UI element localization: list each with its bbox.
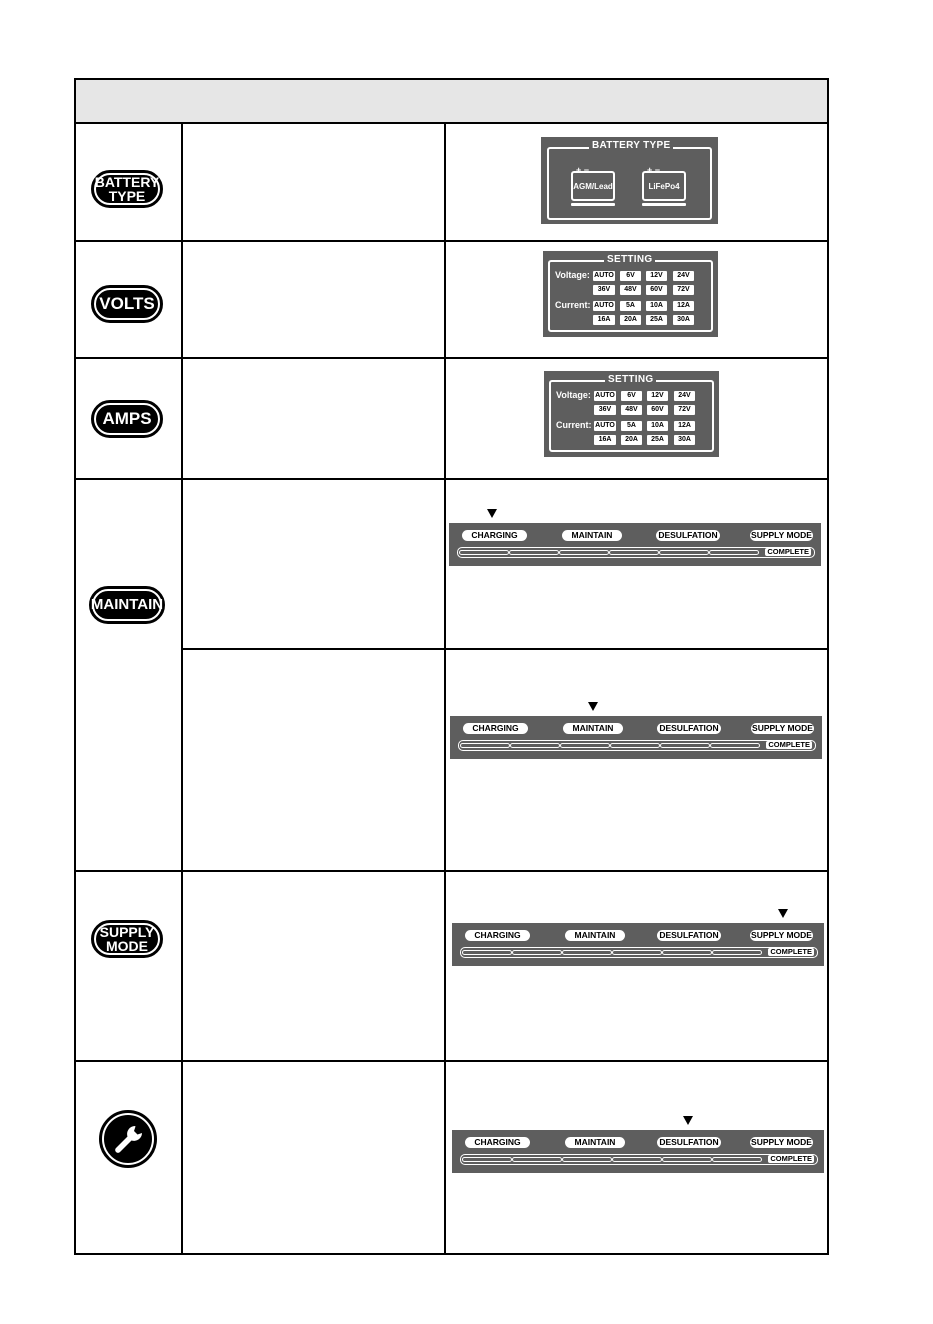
stage-supply-mode: SUPPLY MODE xyxy=(751,1137,812,1147)
current-chip: 12A xyxy=(674,421,695,431)
column-divider xyxy=(444,124,446,1255)
stage-maintain: MAINTAIN xyxy=(565,930,625,941)
progress-segment xyxy=(512,1157,562,1162)
volts-button[interactable] xyxy=(91,285,163,323)
progress-segment xyxy=(460,743,510,748)
progress-segment xyxy=(712,1157,762,1162)
stage-desulfation: DESULFATION xyxy=(657,1137,721,1148)
frame-notch xyxy=(624,447,638,450)
stage-supply-mode: SUPPLY MODE xyxy=(751,530,812,540)
stage-maintain: MAINTAIN xyxy=(562,530,622,541)
current-chip: 5A xyxy=(621,421,642,431)
frame-notch xyxy=(623,327,637,330)
progress-segment xyxy=(612,1157,662,1162)
progress-segment xyxy=(710,743,760,748)
progress-segment xyxy=(610,743,660,748)
voltage-chip: 72V xyxy=(673,285,694,295)
stage-pointer-arrow xyxy=(778,909,788,918)
voltage-chip: 24V xyxy=(674,391,695,401)
voltage-chip: 36V xyxy=(594,405,616,415)
progress-bar xyxy=(460,1154,818,1165)
setting-panel-volts xyxy=(543,251,718,337)
battery-lifepo4 xyxy=(642,165,686,201)
voltage-chip: 72V xyxy=(674,405,695,415)
row-divider xyxy=(76,357,827,359)
battery-type-button[interactable] xyxy=(91,170,163,208)
maintain-button[interactable] xyxy=(89,586,165,624)
wrench-button[interactable] xyxy=(99,1110,157,1168)
current-chip: 25A xyxy=(646,315,667,325)
current-chip: 16A xyxy=(594,435,616,445)
amps-button[interactable] xyxy=(91,400,163,438)
current-chip: 20A xyxy=(621,435,642,445)
battery-type-title: BATTERY TYPE xyxy=(589,140,673,151)
progress-segment xyxy=(562,950,612,955)
row-divider xyxy=(76,240,827,242)
voltage-chip: 36V xyxy=(593,285,615,295)
voltage-label: Voltage: xyxy=(556,390,591,400)
stage-charging: CHARGING xyxy=(463,723,528,734)
progress-segment xyxy=(712,950,762,955)
current-chip: 30A xyxy=(674,435,695,445)
progress-segment xyxy=(562,1157,612,1162)
progress-segment xyxy=(560,743,610,748)
progress-segment xyxy=(512,950,562,955)
stage-maintain: MAINTAIN xyxy=(563,723,623,734)
voltage-chip: 12V xyxy=(646,271,667,281)
progress-segment xyxy=(662,1157,712,1162)
maintain-button-label: MAINTAIN xyxy=(90,596,164,613)
progress-bar xyxy=(458,740,816,751)
row-divider xyxy=(76,1060,827,1062)
stage-pointer-arrow xyxy=(487,509,497,518)
battery-type-panel xyxy=(541,137,718,224)
voltage-chip: AUTO xyxy=(595,392,615,399)
current-label: Current: xyxy=(556,420,592,430)
battery-agm-indicator xyxy=(571,203,615,206)
row-divider xyxy=(76,478,827,480)
voltage-chip: 48V xyxy=(620,285,641,295)
current-label: Current: xyxy=(555,300,591,310)
voltage-chip: 12V xyxy=(647,391,668,401)
complete-label: COMPLETE xyxy=(770,947,812,956)
stage-pointer-arrow xyxy=(588,702,598,711)
current-chip: 10A xyxy=(646,301,667,311)
stage-supply-mode: SUPPLY MODE xyxy=(751,930,812,940)
battery-agm-lead xyxy=(571,165,615,201)
progress-segment xyxy=(612,950,662,955)
progress-panel-charging xyxy=(449,523,821,566)
progress-segment xyxy=(709,550,759,555)
voltage-chip: 24V xyxy=(673,271,694,281)
progress-panel-supply-mode xyxy=(452,923,824,966)
table-header xyxy=(76,80,827,124)
current-chip: 20A xyxy=(620,315,641,325)
column-divider xyxy=(181,124,183,1255)
voltage-chip: 6V xyxy=(621,391,642,401)
current-chip: 5A xyxy=(620,301,641,311)
row-divider xyxy=(182,648,827,650)
current-chip: AUTO xyxy=(595,422,615,429)
stage-maintain: MAINTAIN xyxy=(565,1137,625,1148)
stage-desulfation: DESULFATION xyxy=(657,930,721,941)
setting-panel-amps xyxy=(544,371,719,457)
voltage-chip: 60V xyxy=(647,405,668,415)
current-chip: 16A xyxy=(593,315,615,325)
complete-label: COMPLETE xyxy=(767,547,809,556)
progress-segment xyxy=(462,1157,512,1162)
row-divider xyxy=(76,870,827,872)
battery-lifepo4-indicator xyxy=(642,203,686,206)
wrench-icon xyxy=(111,1122,145,1156)
progress-panel-maintain xyxy=(450,716,822,759)
progress-segment xyxy=(660,743,710,748)
current-chip: 12A xyxy=(673,301,694,311)
progress-bar xyxy=(457,547,815,558)
stage-supply-mode: SUPPLY MODE xyxy=(752,723,813,733)
progress-segment xyxy=(459,550,509,555)
complete-label: COMPLETE xyxy=(768,740,810,749)
amps-button-label: AMPS xyxy=(102,409,152,428)
current-chip: 10A xyxy=(647,421,668,431)
stage-charging: CHARGING xyxy=(462,530,527,541)
progress-segment xyxy=(509,550,559,555)
voltage-chip: 6V xyxy=(620,271,641,281)
setting-title: SETTING xyxy=(604,254,655,265)
progress-segment xyxy=(462,950,512,955)
voltage-chip: 60V xyxy=(646,285,667,295)
progress-segment xyxy=(510,743,560,748)
supply-mode-button[interactable] xyxy=(91,920,163,958)
battery-type-button-label: BATTERY TYPE xyxy=(94,174,160,204)
battery-terminals: + − xyxy=(647,165,661,175)
stage-pointer-arrow xyxy=(683,1116,693,1125)
battery-type-lifepo4-label: LiFePo4 xyxy=(648,181,680,191)
setting-title: SETTING xyxy=(605,374,656,385)
progress-segment xyxy=(559,550,609,555)
stage-desulfation: DESULFATION xyxy=(657,723,721,734)
current-chip: 25A xyxy=(647,435,668,445)
progress-bar xyxy=(460,947,818,958)
progress-segment xyxy=(662,950,712,955)
stage-desulfation: DESULFATION xyxy=(656,530,720,541)
voltage-chip: AUTO xyxy=(594,272,614,279)
voltage-chip: 48V xyxy=(621,405,642,415)
complete-label: COMPLETE xyxy=(770,1154,812,1163)
stage-charging: CHARGING xyxy=(465,1137,530,1148)
battery-terminals: + − xyxy=(576,165,590,175)
current-chip: 30A xyxy=(673,315,694,325)
volts-button-label: VOLTS xyxy=(99,294,155,313)
supply-mode-button-label: SUPPLY MODE xyxy=(99,924,155,954)
progress-segment xyxy=(609,550,659,555)
current-chip: AUTO xyxy=(594,302,614,309)
progress-segment xyxy=(659,550,709,555)
progress-panel-desulfation xyxy=(452,1130,824,1173)
stage-charging: CHARGING xyxy=(465,930,530,941)
battery-type-agm-label: AGM/Lead xyxy=(573,181,613,191)
frame-notch xyxy=(622,214,636,217)
voltage-label: Voltage: xyxy=(555,270,590,280)
